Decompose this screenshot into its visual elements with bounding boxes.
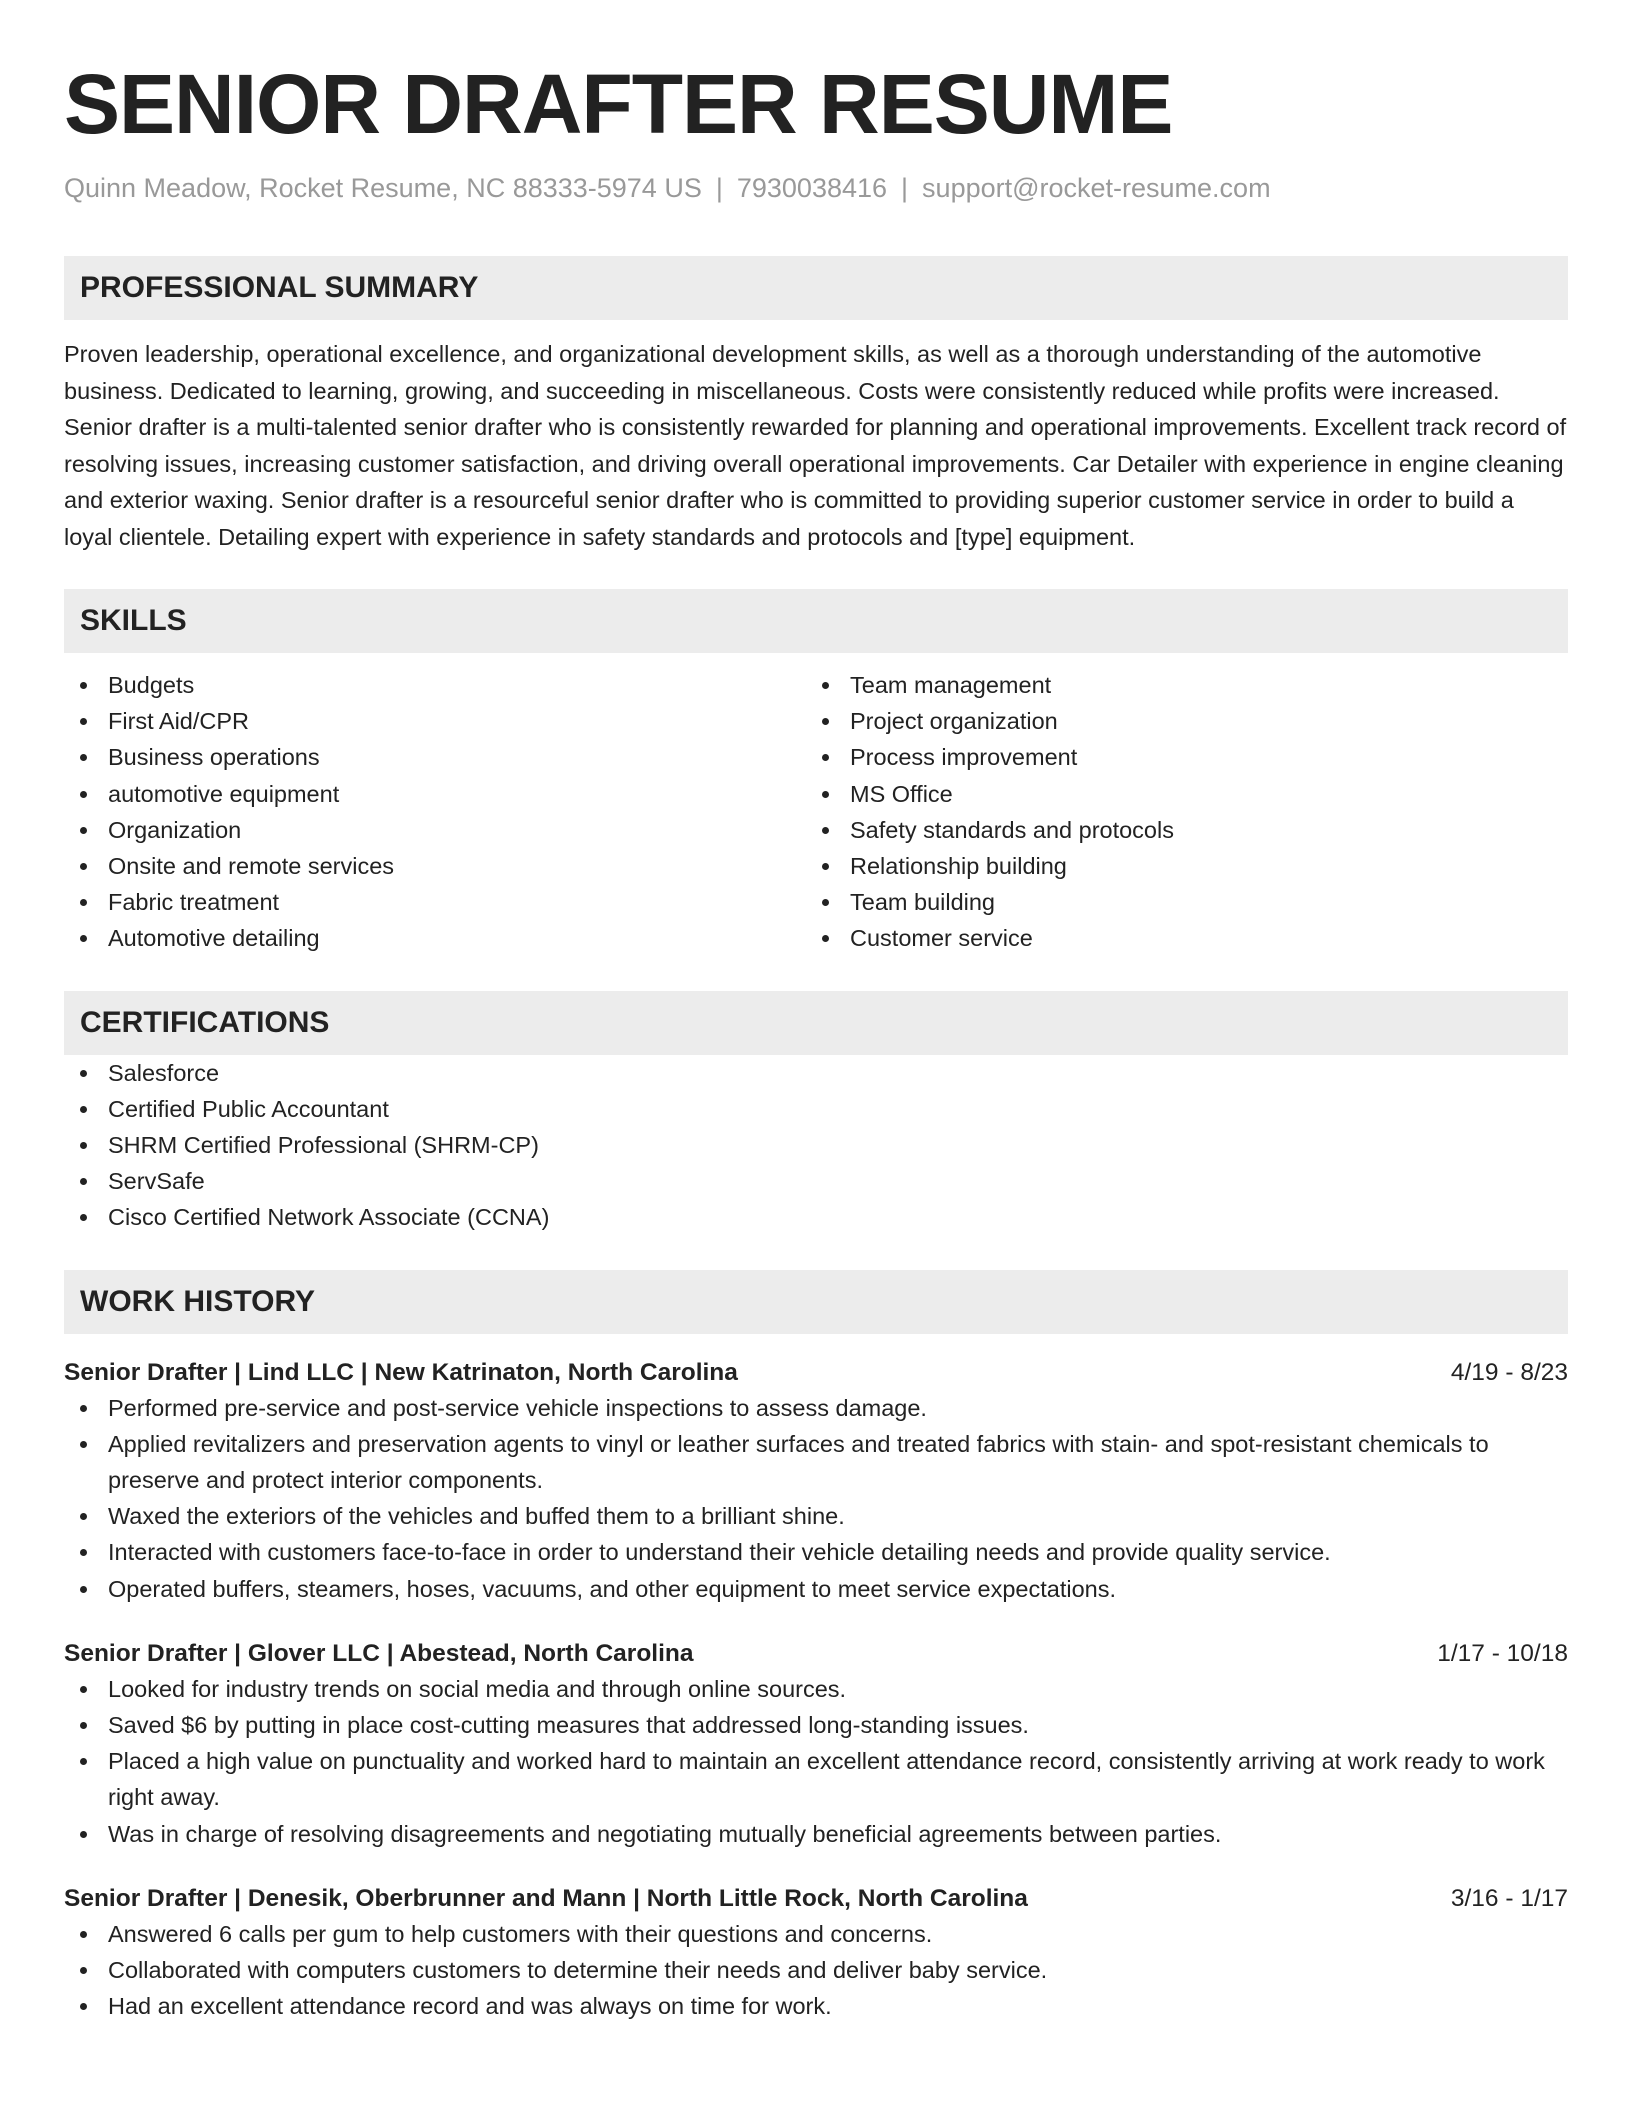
skill-item: Team management [806,667,1548,703]
job-duty: Saved $6 by putting in place cost-cutting measures that addressed long-standing issues. [64,1707,1568,1743]
contact-address: Quinn Meadow, Rocket Resume, NC 88333-5974 US [64,173,702,203]
certification-item: Cisco Certified Network Associate (CCNA) [64,1199,1568,1235]
job-duty: Operated buffers, steamers, hoses, vacuums, and other equipment to meet service expectations. [64,1571,1568,1607]
skill-item: Process improvement [806,739,1548,775]
certification-item: Certified Public Accountant [64,1091,1568,1127]
contact-email: support@rocket-resume.com [922,173,1271,203]
job-duty: Was in charge of resolving disagreements and negotiating mutually beneficial agreements between parties. [64,1816,1568,1852]
job-entry [64,1882,1568,2025]
skills-heading: SKILLS [64,589,1568,653]
job-header [64,1882,1568,1916]
job-duty: Performed pre-service and post-service vehicle inspections to assess damage. [64,1390,1568,1426]
certification-item: Salesforce [64,1055,1568,1091]
skill-item: Fabric treatment [64,884,806,920]
skill-item: Safety standards and protocols [806,812,1548,848]
job-duty: Interacted with customers face-to-face in order to understand their vehicle detailing needs and provide quality service. [64,1534,1568,1570]
job-duty: Had an excellent attendance record and was always on time for work. [64,1988,1568,2024]
job-title: Senior Drafter | Denesik, Oberbrunner and Mann | North Little Rock, North Carolina [64,1884,1028,1912]
job-dates: 4/19 - 8/23 [1450,1358,1568,1386]
skill-item: Business operations [64,739,806,775]
skill-item: First Aid/CPR [64,703,806,739]
summary-heading: PROFESSIONAL SUMMARY [64,256,1568,320]
skill-item: Onsite and remote services [64,848,806,884]
skill-item: MS Office [806,776,1548,812]
contact-phone: 7930038416 [736,173,888,203]
skill-item: Automotive detailing [64,920,806,956]
job-dates: 3/16 - 1/17 [1450,1884,1568,1912]
certification-item: SHRM Certified Professional (SHRM-CP) [64,1127,1568,1163]
job-entry [64,1356,1568,1607]
work-history-heading: WORK HISTORY [64,1270,1568,1334]
job-title: Senior Drafter | Lind LLC | New Katrinaton, North Carolina [64,1358,738,1386]
contact-separator: | [715,173,723,203]
skill-item: Relationship building [806,848,1548,884]
skill-item: Team building [806,884,1548,920]
certifications-list [64,1055,1568,1236]
job-duty: Collaborated with computers customers to determine their needs and deliver baby service. [64,1952,1568,1988]
skills-column-left [64,667,806,957]
skill-item: Budgets [64,667,806,703]
job-dates: 1/17 - 10/18 [1437,1639,1568,1667]
skill-item: automotive equipment [64,776,806,812]
summary-text: Proven leadership, operational excellence, and organizational development skills, as well as a thorough understanding of the automotive business. Dedicated to learning, growing, and succeeding in miscellaneous. Costs were consistently reduced while profits were increased. Senior drafter is a multi-talented senior drafter who is consistently rewarded for planning and operational improvements. Excellent track record of resolving issues, increasing customer satisfaction, and driving overall operational improvements. Car Detailer with experience in engine cleaning and exterior waxing. Senior drafter is a resourceful senior drafter who is committed to providing superior customer service in order to build a loyal clientele. Detailing expert with experience in safety standards and protocols and [type] equipment. [64,341,1567,550]
certification-item: ServSafe [64,1163,1568,1199]
job-duty: Placed a high value on punctuality and worked hard to maintain an excellent attendance record, consistently arriving at work ready to work right away. [64,1743,1568,1815]
skill-item: Customer service [806,920,1548,956]
job-header [64,1356,1568,1390]
job-duties [64,1390,1568,1607]
job-title: Senior Drafter | Glover LLC | Abestead, North Carolina [64,1639,694,1667]
job-entry [64,1637,1568,1852]
resume-title: SENIOR DRAFTER RESUME [64,57,1173,151]
contact-line [64,170,1568,206]
contact-separator: | [901,173,909,203]
job-duty: Applied revitalizers and preservation agents to vinyl or leather surfaces and treated fabrics with stain- and spot-resistant chemicals to preserve and protect interior components. [64,1426,1568,1498]
job-duties [64,1916,1568,2025]
job-duty: Looked for industry trends on social media and through online sources. [64,1671,1568,1707]
job-duty: Waxed the exteriors of the vehicles and buffed them to a brilliant shine. [64,1498,1568,1534]
job-duties [64,1671,1568,1852]
skills-column-right [806,667,1548,957]
job-header [64,1637,1568,1671]
job-duty: Answered 6 calls per gum to help customers with their questions and concerns. [64,1916,1568,1952]
certifications-heading: CERTIFICATIONS [64,991,1568,1055]
skills-list [64,667,1568,957]
skill-item: Project organization [806,703,1548,739]
skill-item: Organization [64,812,806,848]
